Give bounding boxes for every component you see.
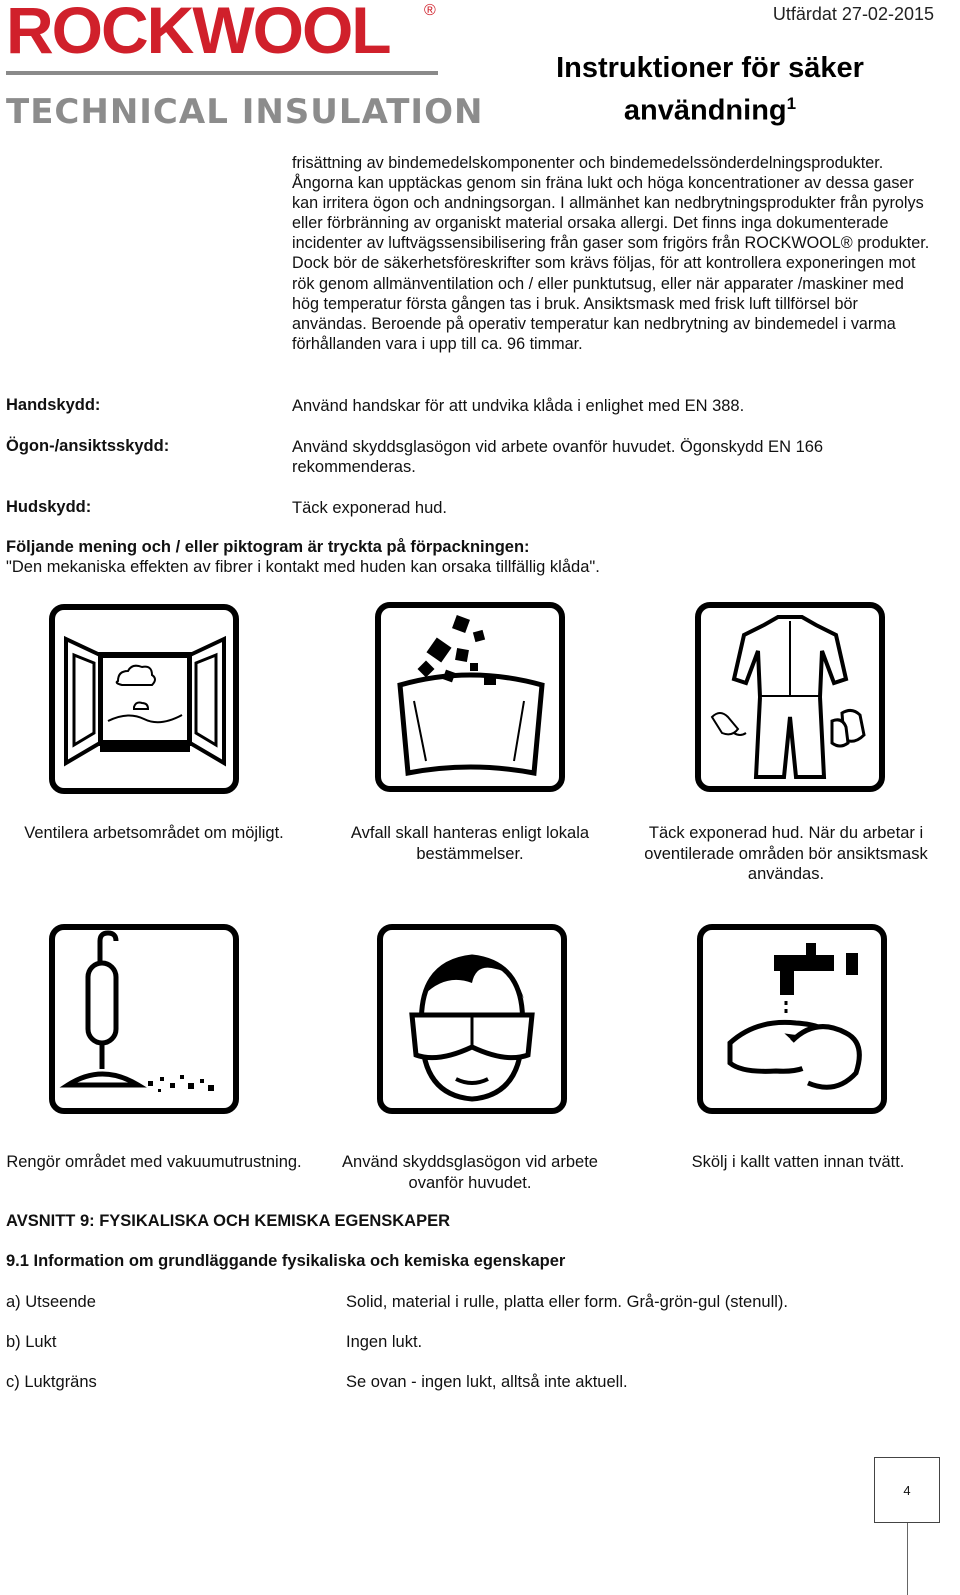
section-9-heading: AVSNITT 9: FYSIKALISKA OCH KEMISKA EGENSKAPER — [6, 1212, 451, 1230]
logo-divider — [6, 71, 438, 75]
vacuum-cleaner-icon — [48, 923, 240, 1115]
document-title — [500, 50, 920, 129]
caption-ventilate: Ventilera arbetsområdet om möjligt. — [24, 824, 284, 842]
hand-protection-label: Handskydd: — [6, 396, 101, 414]
rockwool-logo: ROCKWOOL — [6, 0, 390, 67]
property-label: b) Lukt — [6, 1333, 57, 1351]
packaging-heading: Följande mening och / eller piktogram är tryckta på förpackningen: — [6, 538, 530, 556]
waste-bag-icon — [374, 601, 566, 793]
hand-protection-value: Använd handskar för att undvika klåda i enlighet med EN 388. — [292, 397, 745, 415]
eye-protection-value: Använd skyddsglasögon vid arbete ovanför huvudet. Ögonskydd EN 166 rekommenderas. — [292, 438, 824, 476]
logo-subtitle: TECHNICAL INSULATION — [6, 92, 484, 132]
skin-protection-label: Hudskydd: — [6, 498, 92, 516]
packaging-quote: "Den mekaniska effekten av fibrer i kontakt med huden kan orsaka tillfällig klåda". — [6, 558, 600, 576]
caption-cover-skin: Täck exponerad hud. När du arbetar i oventilerade områden bör ansiktsmask användas. — [644, 824, 928, 883]
caption-vacuum: Rengör området med vakuumutrustning. — [6, 1153, 302, 1171]
page-number: 4 — [874, 1457, 940, 1523]
decomposition-paragraph: frisättning av bindemedelskomponenter och bindemedelssönderdelningsprodukter. Ångorna kan upptäckas genom sin fräna lukt och höga koncentrationer av dessa gaser kan irritera ögon och andningsorgan. I allmänhet kan nedbrytningsprodukter från pyrolys eller förbränning av organiskt material orsaka allergi. Det finns inga dokumenterade incidenter av luftvägssensibilisering från gaser som frigörs från ROCKWOOL® produkter. Dock bör de säkerhetsföreskrifter som krävs följas, för att kontrollera exponeringen mot rök genom allmänventilation och / eller punktutsug, eller när apparater /maskiner med hög temperatur första gången tas i bruk. Ansiktsmask med frisk luft tillförsel bör användas. Beroende på operativ temperatur kan nedbrytning av bindemedel i varma förhållanden vara i upp till ca. 96 timmar. — [292, 154, 930, 353]
property-value: Se ovan - ingen lukt, alltså inte aktuell. — [346, 1373, 628, 1391]
protective-clothing-icon — [694, 601, 886, 793]
property-label: c) Luktgräns — [6, 1373, 97, 1391]
caption-goggles: Använd skyddsglasögon vid arbete ovanför huvudet. — [342, 1153, 598, 1192]
document-title-text: Instruktioner för säker användning — [556, 52, 864, 127]
hand-washing-icon — [696, 923, 888, 1115]
eye-protection-label: Ögon-/ansiktsskydd: — [6, 437, 170, 455]
property-value: Solid, material i rulle, platta eller form. Grå-grön-gul (stenull). — [346, 1293, 788, 1311]
page-number-rule — [907, 1523, 908, 1595]
issue-date: Utfärdat 27-02-2015 — [772, 4, 934, 24]
property-value: Ingen lukt. — [346, 1333, 423, 1351]
caption-waste: Avfall skall hanteras enligt lokala bestämmelser. — [350, 824, 590, 863]
skin-protection-value: Täck exponerad hud. — [292, 499, 448, 517]
registered-mark: ® — [424, 2, 436, 19]
safety-goggles-icon — [376, 923, 568, 1115]
title-footnote: 1 — [786, 94, 797, 113]
caption-rinse: Skölj i kallt vatten innan tvätt. — [691, 1153, 905, 1171]
section-9-1-heading: 9.1 Information om grundläggande fysikaliska och kemiska egenskaper — [6, 1252, 566, 1270]
property-label: a) Utseende — [6, 1293, 96, 1311]
open-window-icon — [48, 603, 240, 795]
